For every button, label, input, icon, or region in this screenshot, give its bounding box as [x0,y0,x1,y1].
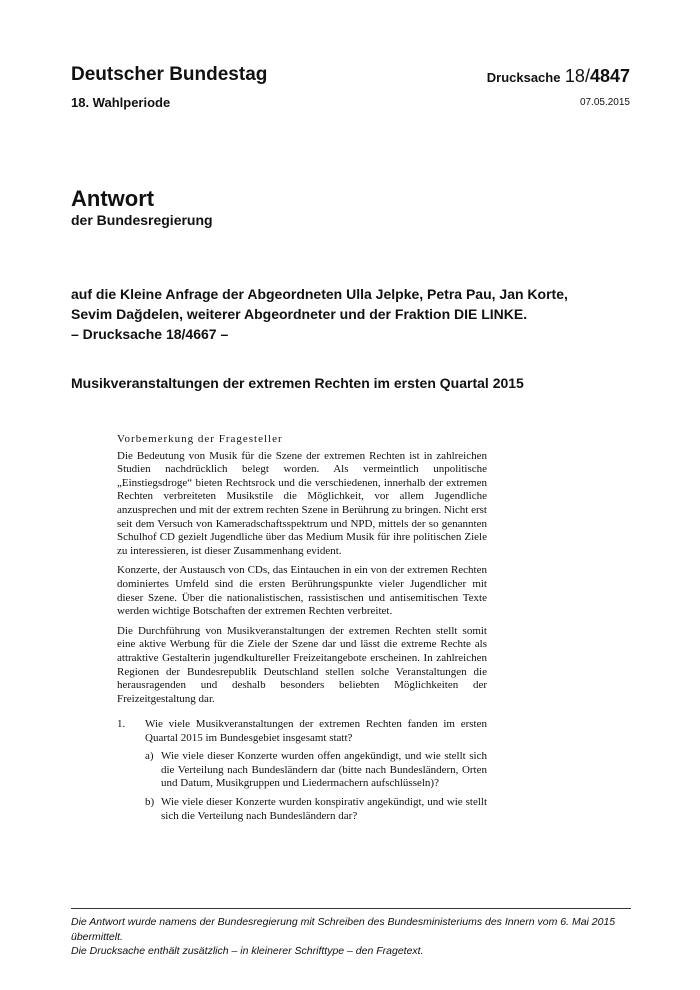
footnote-line: Die Drucksache enthält zusätzlich – in kleinerer Schrifttype – den Fragetext. [71,945,424,957]
question-item [117,718,487,745]
anfrage-block [71,284,631,344]
subquestion-text: Wie viele dieser Konzerte wurden konspirativ angekündigt, und wie stellt sich die Verteilung nach Bundesländern dar? [161,795,487,822]
question-number: 1. [117,718,126,730]
footnote-line: Die Antwort wurde namens der Bundesregierung mit Schreiben des Bundesministeriums des Innern vom 6. Mai 2015 übermittelt. [71,916,616,943]
anfrage-line: – Drucksache 18/4667 – [71,326,229,342]
wahlperiode: 18. Wahlperiode [71,95,171,110]
drucksache-id: 4847 [589,66,630,86]
footnote [71,915,631,959]
anfrage-line: auf die Kleine Anfrage der Abgeordneten Ulla Jelpke, Petra Pau, Jan Korte, [71,286,568,302]
subquestion-number: a) [145,750,154,763]
question-text: Wie viele Musikveranstaltungen der extremen Rechten fanden im ersten Quartal 2015 im Bundesgebiet insgesamt statt? [145,718,487,744]
vorbemerkung-section [117,433,487,712]
topic-heading: Musikveranstaltungen der extremen Rechten im ersten Quartal 2015 [71,375,524,391]
drucksache-number [487,66,630,87]
document-title: Antwort [71,186,155,211]
questions-section [117,718,487,828]
anfrage-line: Sevim Dağdelen, weiterer Abgeordneter und der Fraktion DIE LINKE. [71,306,528,322]
vorbemerkung-paragraph: Die Bedeutung von Musik für die Szene der extremen Rechten ist in zahlreichen Studien nachdrücklich belegt worden. Als vermeintlich unpolitische „Einstiegsdroge“ bieten Rechtsrock und die verschiedenen, innerhalb der extremen Rechten verbreiteten Musikstile die Möglichkeit, vor allem Jugendliche anzusprechen und mit der extrem rechten Szene in Berührung zu bringen. Nicht erst seit dem Versuch von Kameradschaftsspektrum und NPD, mittels der so genannten Schulhof CD gezielt Jugendliche über das Medium Musik für ihre politischen Ziele zu interessieren, ist dieser Zusammenhang evident. [117,449,487,557]
subquestion-item [145,750,487,791]
footnote-divider [71,908,631,909]
drucksache-prefix: 18/ [564,66,590,86]
drucksache-label: Drucksache [486,70,561,85]
vorbemerkung-paragraph: Die Durchführung von Musikveranstaltungen der extremen Rechten stellt somit eine aktive Werbung für die Ziele der Szene dar und lässt die extreme Rechte als attraktive Gestalterin jugendkultureller Freizeitangebote erscheinen. In zahlreichen Regionen der Bundesrepublik Deutschland stellen solche Veranstaltungen die herausragenden und deshalb besonders beliebten Möglichkeiten der Freizeitgestaltung dar. [117,624,487,705]
vorbemerkung-title: Vorbemerkung der Fragesteller [117,433,283,445]
subquestion-item [145,796,487,823]
vorbemerkung-paragraph: Konzerte, der Austausch von CDs, das Eintauchen in ein von der extremen Rechten dominiertes Umfeld sind die ersten Berührungspunkte vieler Jugendlicher mit dieser Szene. Über die nationalistischen, rassistischen und antisemitischen Texte werden wichtige Botschaften der extremen Rechten verbreitet. [117,564,487,618]
document-date: 07.05.2015 [579,97,630,108]
document-subtitle: der Bundesregierung [71,212,213,228]
subquestion-text: Wie viele dieser Konzerte wurden offen angekündigt, und wie stellt sich die Verteilung nach Bundesländern dar (bitte nach Bundesländern, Orten und Datum, Musikgruppen und Liedermachern aufschlüsseln)? [161,750,487,790]
subquestion-number: b) [145,795,155,808]
institution-title: Deutscher Bundestag [71,64,268,85]
